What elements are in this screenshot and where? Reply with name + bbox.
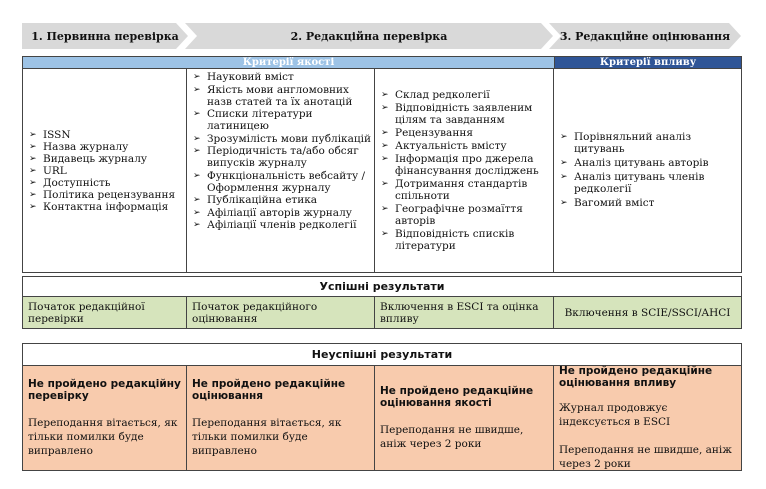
failure-title: Неуспішні результати: [23, 344, 741, 366]
failure-cell-desc: Журнал продовжує індексується в ESCI: [559, 402, 671, 428]
arrow-bullet-icon: ➢: [560, 197, 568, 208]
criterion-item: [29, 129, 186, 141]
editorial-check-criteria: [187, 69, 375, 272]
criterion-label: Науковий вміст: [207, 71, 294, 83]
criterion-item: [381, 153, 553, 177]
arrow-bullet-icon: ➢: [29, 201, 37, 212]
failure-cell-desc: Переподання вітається, як тільки помилки буде виправлено: [28, 417, 178, 457]
criterion-label: Політика рецензування: [43, 188, 176, 201]
criterion-item: [381, 127, 553, 139]
criterion-item: [381, 140, 553, 152]
criterion-item: [381, 102, 553, 126]
criterion-label: Контактна інформація: [43, 200, 169, 213]
criterion-item: [29, 189, 186, 201]
quality-evaluation-criteria: [375, 69, 554, 272]
criterion-label: Афіліації членів редколегії: [207, 219, 357, 231]
criterion-item: [193, 71, 374, 83]
failure-cell-desc: Переподання вітається, як тільки помилки буде виправлено: [192, 417, 342, 457]
criterion-label: Дотримання стандартів спільноти: [395, 177, 528, 202]
failure-row: [23, 366, 741, 470]
arrow-bullet-icon: ➢: [29, 141, 37, 152]
criterion-item: [29, 177, 186, 189]
failure-table: [22, 343, 742, 471]
failure-cell-desc: Переподання не швидше, аніж через 2 роки: [380, 424, 524, 450]
failure-cell-title: Не пройдено редакційне оцінювання якості: [380, 385, 534, 409]
arrow-bullet-icon: ➢: [193, 72, 201, 82]
criterion-item: [381, 89, 553, 101]
success-cell: Включення в SCIE/SSCI/AHCI: [554, 297, 741, 328]
arrow-bullet-icon: ➢: [560, 171, 568, 182]
criterion-label: ISSN: [43, 128, 71, 141]
arrow-bullet-icon: ➢: [29, 153, 37, 164]
criterion-item: [381, 203, 553, 227]
criterion-label: URL: [43, 164, 67, 177]
criterion-item: [193, 194, 374, 206]
criterion-item: [560, 197, 741, 209]
criterion-label: Відповідність списків літератури: [395, 227, 515, 252]
stage-3-chevron: [549, 23, 741, 49]
criterion-label: Якість мови англомовних назв статей та їх анотацій: [207, 83, 353, 108]
arrow-bullet-icon: ➢: [381, 89, 389, 100]
arrow-bullet-icon: ➢: [193, 220, 201, 230]
stage-2-label: 2. Редакційна перевірка: [290, 29, 448, 43]
stage-3-label: 3. Редакційне оцінювання: [559, 29, 731, 43]
criterion-item: [29, 141, 186, 153]
criterion-label: Відповідність заявленим цілям та завданням: [395, 101, 533, 126]
arrow-bullet-icon: ➢: [29, 165, 37, 176]
arrow-bullet-icon: ➢: [381, 228, 389, 239]
impact-evaluation-criteria: [554, 69, 741, 272]
criteria-row: [23, 68, 741, 272]
arrow-bullet-icon: ➢: [381, 153, 389, 164]
arrow-bullet-icon: ➢: [381, 127, 389, 138]
criterion-label: Видавець журналу: [43, 152, 148, 165]
criterion-item: [560, 157, 741, 169]
criterion-item: [193, 108, 374, 132]
criterion-label: Публікаційна етика: [207, 194, 318, 206]
failure-cell: [187, 366, 375, 470]
criterion-label: Аналіз цитувань авторів: [574, 156, 709, 169]
criterion-item: [193, 170, 374, 194]
arrow-bullet-icon: ➢: [29, 189, 37, 200]
failure-cell-desc: Переподання не швидше, аніж через 2 роки: [559, 444, 732, 470]
initial-check-criteria: [23, 69, 187, 272]
arrow-bullet-icon: ➢: [193, 146, 201, 156]
criterion-item: [29, 201, 186, 213]
success-table: [22, 276, 742, 329]
failure-cell-title: Не пройдено редакційне оцінювання впливу: [559, 365, 713, 389]
criterion-label: Функціональність вебсайту / Оформлення журналу: [207, 169, 366, 194]
success-row: [23, 297, 741, 328]
criterion-label: Вагомий вміст: [574, 196, 655, 209]
arrow-bullet-icon: ➢: [29, 129, 37, 140]
criterion-label: Інформація про джерела фінансування досліджень: [395, 152, 539, 177]
stage-1-label: 1. Первинна перевірка: [31, 29, 179, 43]
criterion-item: [560, 171, 741, 195]
arrow-bullet-icon: ➢: [193, 109, 201, 119]
criteria-header-row: [23, 57, 741, 68]
success-title: Успішні результати: [23, 277, 741, 297]
criterion-label: Географічне розмаїття авторів: [395, 202, 523, 227]
criterion-item: [193, 145, 374, 169]
criterion-item: [560, 131, 741, 155]
criterion-item: [193, 219, 374, 231]
arrow-bullet-icon: ➢: [381, 140, 389, 151]
criterion-item: [381, 178, 553, 202]
success-cell: Початок редакційної перевірки: [23, 297, 187, 328]
criterion-label: Афіліації авторів журналу: [207, 206, 352, 219]
criterion-item: [193, 207, 374, 219]
criterion-label: Списки літератури латиницею: [207, 108, 313, 132]
criterion-label: Актуальність вмісту: [395, 139, 507, 152]
arrow-bullet-icon: ➢: [193, 84, 201, 95]
arrow-bullet-icon: ➢: [381, 203, 389, 214]
criterion-label: Зрозумілість мови публікацій: [207, 132, 371, 145]
failure-cell: [23, 366, 187, 470]
arrow-bullet-icon: ➢: [193, 133, 201, 144]
quality-criteria-header: Критерії якості: [23, 57, 555, 68]
criterion-item: [193, 133, 374, 145]
criterion-item: [29, 165, 186, 177]
failure-cell: [554, 366, 741, 470]
failure-cell: [375, 366, 554, 470]
criterion-label: Аналіз цитувань членів редколегії: [574, 170, 705, 195]
criterion-label: Склад редколегії: [395, 88, 490, 101]
criterion-label: Порівняльний аналіз цитувань: [574, 130, 692, 155]
failure-cell-title: Не пройдено редакційну перевірку: [28, 378, 181, 402]
impact-criteria-header: Критерії впливу: [555, 57, 741, 68]
criterion-label: Назва журналу: [43, 140, 129, 153]
arrow-bullet-icon: ➢: [560, 131, 568, 142]
stage-2-chevron: [185, 23, 553, 49]
failure-cell-title: Не пройдено редакційне оцінювання: [192, 378, 346, 402]
criteria-table: [22, 56, 742, 273]
arrow-bullet-icon: ➢: [560, 157, 568, 168]
criterion-label: Рецензування: [395, 126, 473, 139]
arrow-bullet-icon: ➢: [381, 102, 389, 113]
criterion-item: [29, 153, 186, 165]
arrow-bullet-icon: ➢: [193, 207, 201, 218]
criterion-item: [193, 84, 374, 108]
success-cell: Включення в ESCI та оцінка впливу: [375, 297, 554, 328]
success-cell: Початок редакційного оцінювання: [187, 297, 375, 328]
arrow-bullet-icon: ➢: [29, 177, 37, 188]
arrow-bullet-icon: ➢: [381, 178, 389, 189]
arrow-bullet-icon: ➢: [193, 170, 201, 181]
arrow-bullet-icon: ➢: [193, 195, 201, 205]
criterion-item: [381, 228, 553, 252]
stage-1-chevron: [22, 23, 188, 49]
criterion-label: Доступність: [43, 176, 111, 189]
criterion-label: Періодичність та/або обсяг випусків журналу: [207, 145, 359, 169]
